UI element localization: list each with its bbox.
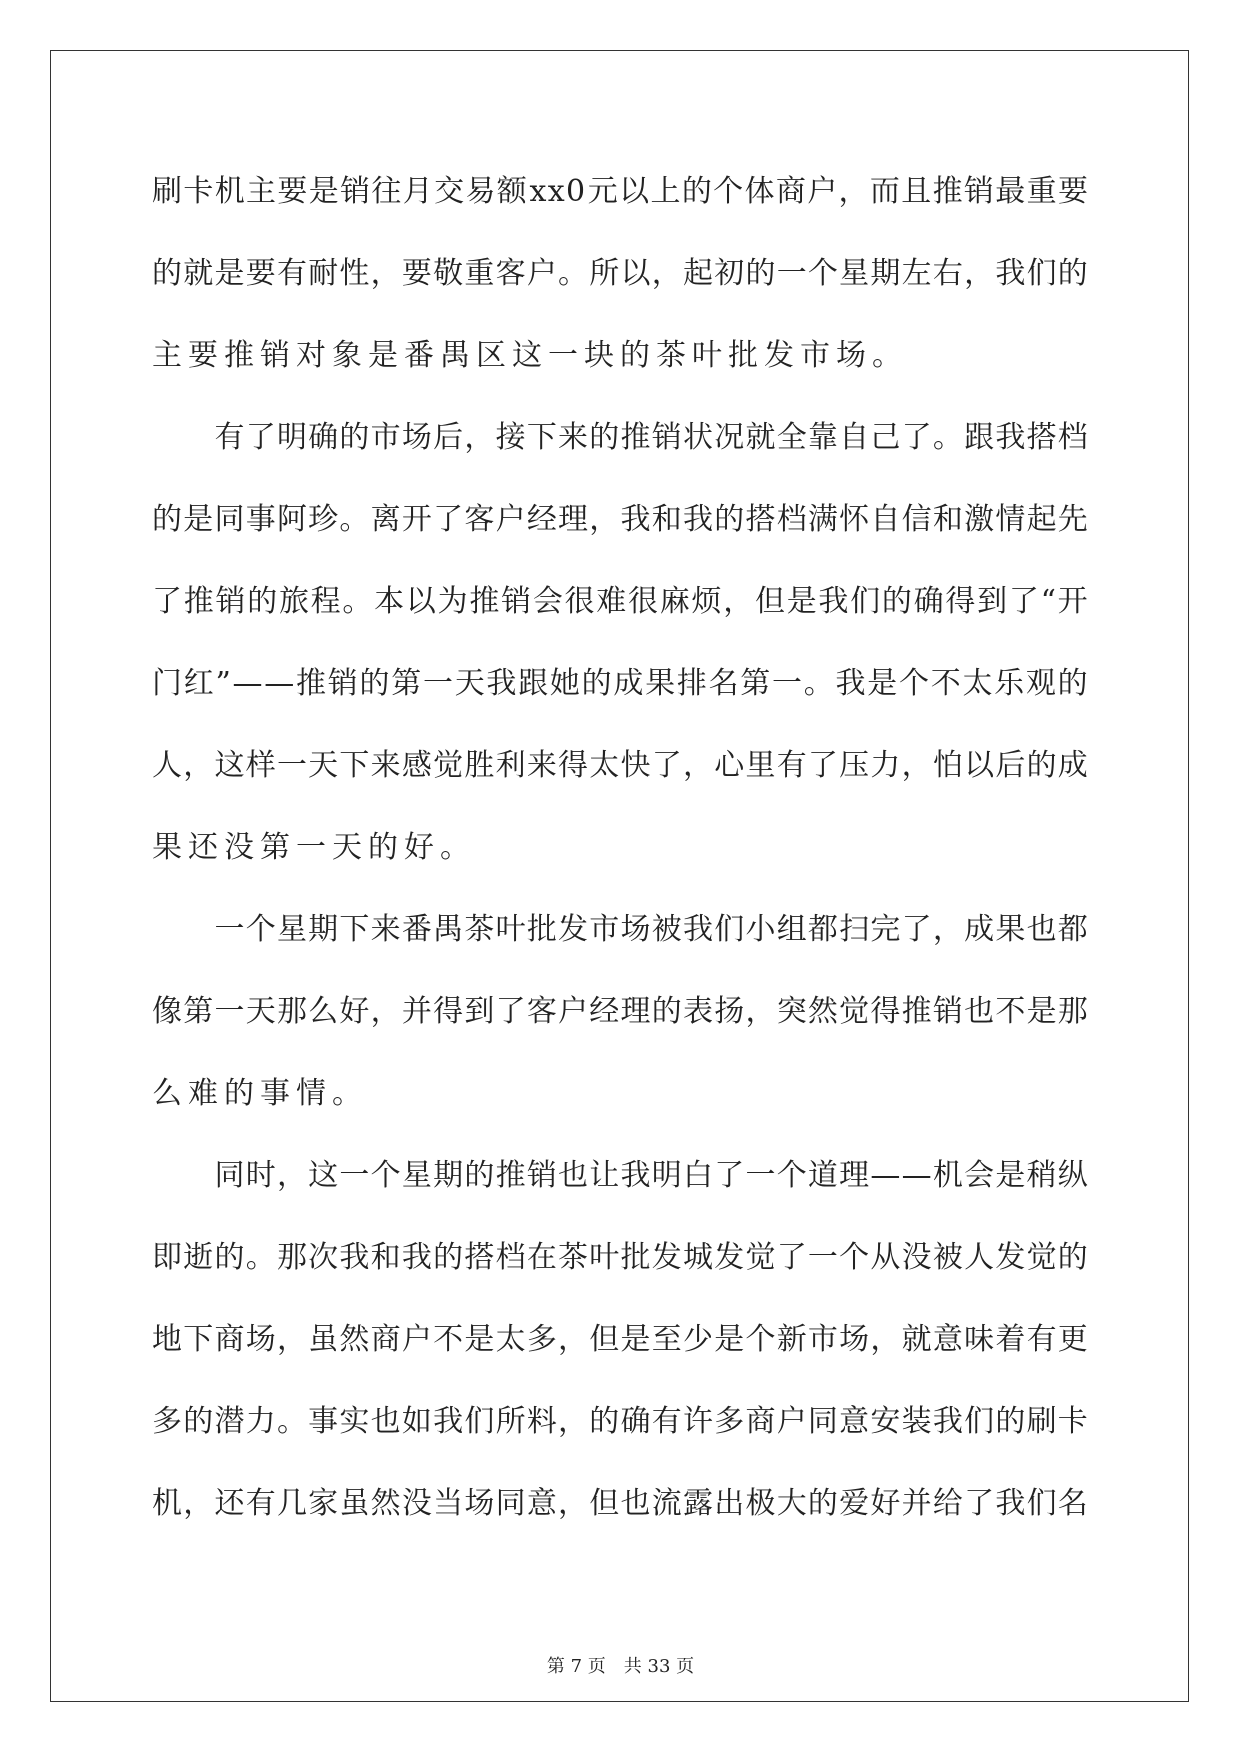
text-line: 的 就 是 要 有 耐 性 ， 要 敬 重 客 户 。 所 以 ， 起 初 的 一 个 星 期 左 右 ， 我 们 的 — [152, 256, 1088, 291]
text-line: 么难的事情。 — [152, 1076, 368, 1111]
text-line: 刷 卡 机 主 要 是 销 往 月 交 易 额 x x 0 元 以 上 的 个 体 商 户 ， 而 且 推 销 最 重 要 — [152, 174, 1088, 209]
text-line: 了 推 销 的 旅 程 。 本 以 为 推 销 会 很 难 很 麻 烦 ， 但 是 我 们 的 确 得 到 了 “ 开 — [152, 584, 1088, 619]
text-line: 多 的 潜 力 。 事 实 也 如 我 们 所 料 ， 的 确 有 许 多 商 户 同 意 安 装 我 们 的 刷 卡 — [152, 1404, 1088, 1439]
text-line: 机 ， 还 有 几 家 虽 然 没 当 场 同 意 ， 但 也 流 露 出 极 大 的 爱 好 并 给 了 我 们 名 — [152, 1486, 1088, 1521]
text-line: 主要推销对象是番禺区这一块的茶叶批发市场。 — [152, 338, 908, 373]
document-body — [152, 162, 1088, 1556]
text-line: 门 红 ” — — 推 销 的 第 一 天 我 跟 她 的 成 果 排 名 第 一 。 我 是 个 不 太 乐 观 的 — [152, 666, 1088, 701]
page-footer: 第 7 页 共 33 页 — [546, 1656, 695, 1677]
text-line: 的 是 同 事 阿 珍 。 离 开 了 客 户 经 理 ， 我 和 我 的 搭 档 满 怀 自 信 和 激 情 起 先 — [152, 502, 1088, 537]
text-line: 同 时 ， 这 一 个 星 期 的 推 销 也 让 我 明 白 了 一 个 道 理 — — 机 会 是 稍 纵 — [214, 1158, 1088, 1193]
text-line: 即 逝 的 。 那 次 我 和 我 的 搭 档 在 茶 叶 批 发 城 发 觉 了 一 个 从 没 被 人 发 觉 的 — [152, 1240, 1088, 1275]
text-line: 人 ， 这 样 一 天 下 来 感 觉 胜 利 来 得 太 快 了 ， 心 里 有 了 压 力 ， 怕 以 后 的 成 — [152, 748, 1088, 783]
text-line: 有 了 明 确 的 市 场 后 ， 接 下 来 的 推 销 状 况 就 全 靠 自 己 了 。 跟 我 搭 档 — [214, 420, 1088, 455]
text-line: 地 下 商 场 ， 虽 然 商 户 不 是 太 多 ， 但 是 至 少 是 个 新 市 场 ， 就 意 味 着 有 更 — [152, 1322, 1088, 1357]
text-line: 果还没第一天的好。 — [152, 830, 476, 865]
text-line: 一 个 星 期 下 来 番 禺 茶 叶 批 发 市 场 被 我 们 小 组 都 扫 完 了 ， 成 果 也 都 — [214, 912, 1088, 947]
text-line: 像 第 一 天 那 么 好 ， 并 得 到 了 客 户 经 理 的 表 扬 ， 突 然 觉 得 推 销 也 不 是 那 — [152, 994, 1088, 1029]
